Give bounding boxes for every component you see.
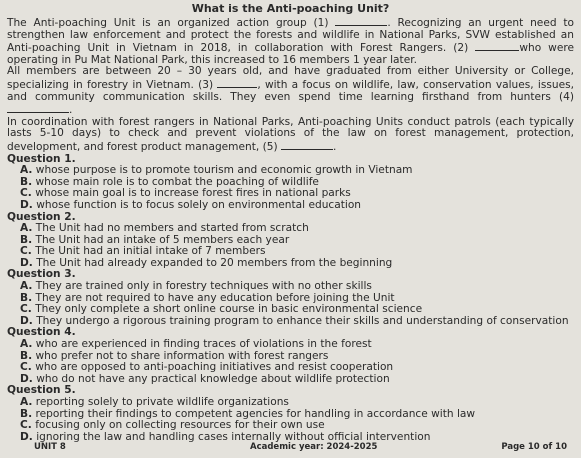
passage-paragraph-3: [7, 117, 574, 154]
option-letter: B.: [20, 291, 33, 304]
option-text: who are opposed to anti-poaching initiatives and resist cooperation: [35, 361, 394, 374]
option-letter: C.: [20, 245, 32, 258]
question-label: Question 1.: [7, 152, 76, 165]
page-number: Page 10 of 10: [501, 442, 567, 452]
answer-option-d[interactable]: [20, 374, 574, 386]
blank-3: [217, 78, 257, 88]
option-text: The Unit had an intake of 5 members each year: [35, 233, 290, 246]
option-text: They are trained only in forestry techniques with no other skills: [35, 280, 372, 293]
option-letter: B.: [20, 407, 33, 420]
question-3: [7, 269, 574, 327]
option-letter: A.: [20, 338, 33, 351]
blank-4: [7, 103, 69, 113]
option-text: who prefer not to share information with forest rangers: [35, 349, 329, 362]
option-text: They are not required to have any education before joining the Unit: [35, 291, 395, 304]
blank-2: [475, 41, 519, 51]
option-letter: D.: [20, 430, 33, 443]
option-text: The Unit had already expanded to 20 members from the beginning: [36, 256, 393, 269]
option-text: whose main role is to combat the poaching of wildlife: [35, 175, 319, 188]
option-letter: B.: [20, 233, 33, 246]
option-text: whose function is to focus solely on environmental education: [36, 198, 362, 211]
option-letter: A.: [20, 222, 33, 235]
option-text: They undergo a rigorous training program to enhance their skills and understanding of conservation: [36, 314, 569, 327]
option-text: who do not have any practical knowledge about wildlife protection: [36, 372, 390, 385]
option-letter: D.: [20, 372, 33, 385]
option-text: They only complete a short online course in basic environmental science: [35, 303, 423, 316]
blank-5: [281, 140, 333, 150]
option-text: The Unit had an initial intake of 7 members: [35, 245, 266, 258]
page-footer: [0, 442, 581, 456]
academic-year: Academic year: 2024-2025: [250, 442, 378, 452]
option-text: reporting solely to private wildlife organizations: [35, 396, 289, 408]
option-letter: A.: [20, 280, 33, 293]
option-text: whose purpose is to promote tourism and economic growth in Vietnam: [35, 164, 413, 177]
option-letter: D.: [20, 198, 33, 211]
passage-text: All members are between 20 – 30 years old, and have graduated from either University or College, specializing in forestry in Vietnam. (3): [7, 65, 574, 91]
passage-text: The Anti-poaching Unit is an organized action group (1): [7, 17, 336, 29]
answer-option-d[interactable]: [20, 200, 574, 212]
passage-text: , with a focus on wildlife, law, conservation values, issues, and community communication skills. They even spend time learning firsthand from hunters (4): [7, 78, 574, 103]
unit-label: UNIT 8: [34, 442, 66, 452]
option-letter: B.: [20, 349, 33, 362]
option-letter: C.: [20, 303, 32, 316]
passage-paragraph-1: [7, 16, 574, 66]
option-text: who are experienced in finding traces of violations in the forest: [35, 338, 372, 351]
passage-text: who were operating in Pu Mat National Park, this increased to 16 members 1 year later.: [7, 42, 574, 66]
reading-passage: [7, 16, 574, 154]
option-letter: C.: [20, 419, 32, 432]
question-4: [7, 327, 574, 385]
blank-1: [335, 16, 387, 26]
page-title: What is the Anti-poaching Unit?: [191, 2, 390, 15]
question-label: Question 4.: [7, 326, 76, 339]
question-5: [7, 385, 574, 443]
option-text: reporting their findings to competent agencies for handling in accordance with law: [35, 407, 476, 420]
passage-text: . Recognizing an urgent need to strengthen law enforcement and protect the forests and wildlife in National Parks, SVW established an Anti-poaching Unit in Vietnam in 2018, in collaboration with Forest Rangers. (2): [7, 17, 575, 55]
option-text: ignoring the law and handling cases internally without official intervention: [36, 430, 431, 443]
option-letter: D.: [20, 256, 33, 269]
passage-text: .: [333, 140, 337, 153]
question-label: Question 2.: [7, 210, 76, 223]
passage-text: .: [69, 104, 73, 117]
question-label: Question 3.: [7, 268, 76, 281]
option-letter: A.: [20, 164, 33, 177]
option-letter: C.: [20, 187, 32, 200]
answer-option-d[interactable]: [20, 258, 574, 270]
question-1: [7, 154, 574, 212]
option-letter: A.: [20, 396, 33, 408]
option-letter: C.: [20, 361, 32, 374]
option-letter: D.: [20, 314, 33, 327]
option-letter: B.: [20, 175, 33, 188]
option-text: whose main goal is to increase forest fires in national parks: [35, 187, 351, 200]
option-text: The Unit had no members and started from scratch: [35, 222, 309, 235]
answer-option-d[interactable]: [20, 316, 574, 328]
passage-text: In coordination with forest rangers in National Parks, Anti-poaching Units conduct patrols (each typically lasts 5-10 days) to check and prevent violations of the law on forest management, protection, development, and forest product management, (5): [7, 115, 574, 153]
option-text: focusing only on collecting resources for their own use: [35, 419, 325, 432]
question-label: Question 5.: [7, 384, 76, 397]
passage-paragraph-2: [7, 66, 574, 116]
question-2: [7, 212, 574, 270]
